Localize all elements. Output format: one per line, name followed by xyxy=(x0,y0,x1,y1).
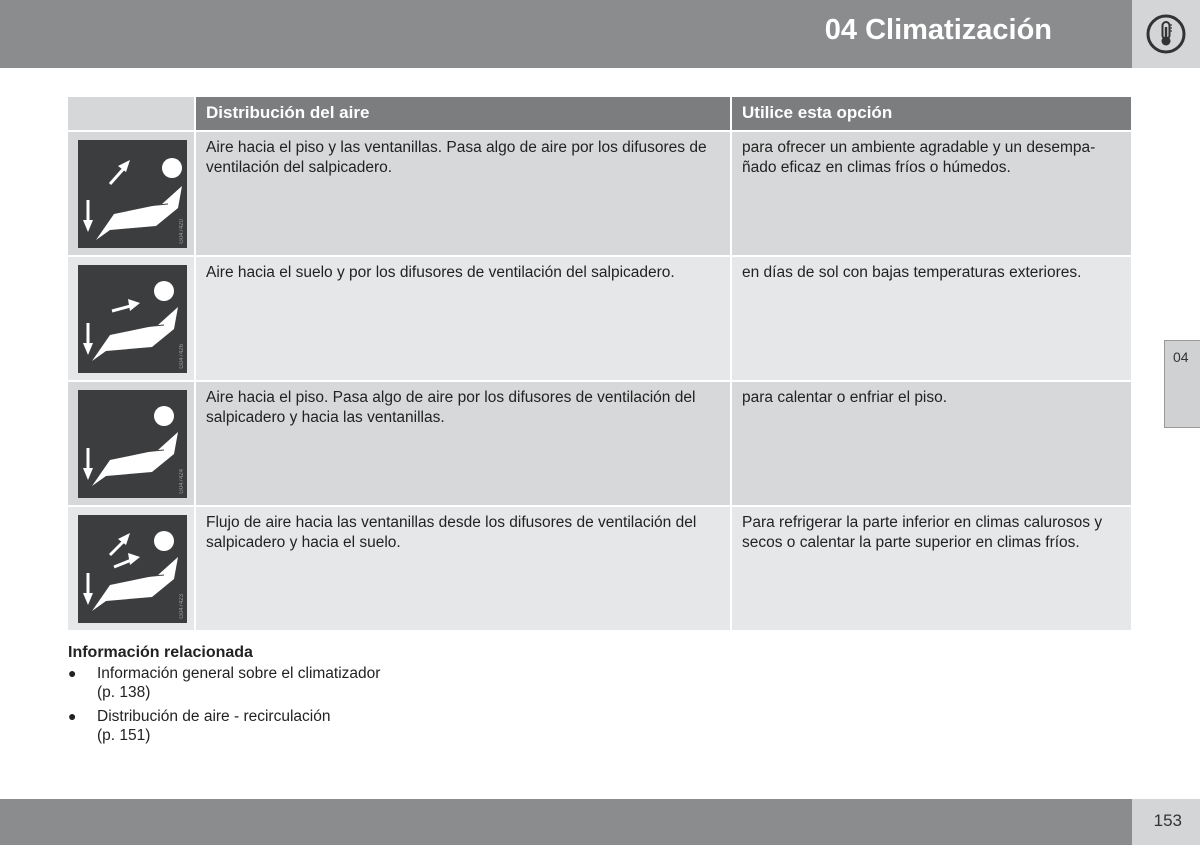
use-cell: para calentar o enfriar el piso. xyxy=(732,382,1131,505)
use-cell: para ofrecer un ambiente agradable y un desempa-ñado eficaz en climas fríos o húmedos. xyxy=(732,132,1131,255)
related-link-text: Información general sobre el climatizador xyxy=(97,665,381,682)
bullet-icon: ● xyxy=(68,708,77,724)
distribution-cell: Aire hacia el piso y las ventanillas. Pasa algo de aire por los difusores de ventilación del salpicadero. xyxy=(196,132,732,255)
icon-cell xyxy=(68,257,196,380)
table-row xyxy=(68,130,1131,255)
page-number: 153 xyxy=(1153,811,1182,830)
image-code: G047424 xyxy=(179,469,185,494)
icon-cell xyxy=(68,382,196,505)
bullet-icon: ● xyxy=(68,665,77,681)
image-code: G047426 xyxy=(179,344,185,369)
table-row xyxy=(68,255,1131,380)
header-use: Utilice esta opción xyxy=(732,97,1131,130)
header-distribution: Distribución del aire xyxy=(196,97,732,130)
icon-cell xyxy=(68,507,196,630)
table-row xyxy=(68,505,1131,630)
chapter-icon-box xyxy=(1132,0,1200,68)
related-list xyxy=(68,664,488,745)
side-tab-label: 04 xyxy=(1173,349,1189,365)
thermometer-icon xyxy=(1146,14,1186,54)
floor-and-dashboard-airflow-icon xyxy=(78,265,187,373)
related-link[interactable] xyxy=(68,707,488,745)
related-information xyxy=(68,644,488,750)
floor-and-windows-airflow-icon xyxy=(78,140,187,248)
chapter-title: 04 Climatización xyxy=(824,14,1052,46)
page-number-box xyxy=(1132,799,1200,845)
chapter-side-tab xyxy=(1164,340,1200,428)
distribution-cell: Aire hacia el suelo y por los difusores de ventilación del salpicadero. xyxy=(196,257,732,380)
image-code: G047423 xyxy=(179,594,185,619)
related-title: Información relacionada xyxy=(68,644,253,661)
related-link-text: Distribución de aire - recirculación xyxy=(97,708,331,725)
related-link-page: (p. 138) xyxy=(97,684,151,701)
floor-airflow-icon xyxy=(78,390,187,498)
use-cell: Para refrigerar la parte inferior en climas calurosos y secos o calentar la parte superior en climas fríos. xyxy=(732,507,1131,630)
distribution-cell: Aire hacia el piso. Pasa algo de aire por los difusores de ventilación del salpicadero y hacia las ventanillas. xyxy=(196,382,732,505)
related-link-page: (p. 151) xyxy=(97,727,151,744)
table-header-row xyxy=(68,97,1131,130)
air-distribution-table xyxy=(68,97,1131,630)
icon-cell xyxy=(68,132,196,255)
use-cell: en días de sol con bajas temperaturas exteriores. xyxy=(732,257,1131,380)
image-code: G047420 xyxy=(179,219,185,244)
distribution-cell: Flujo de aire hacia las ventanillas desde los difusores de ventilación del salpicadero y hacia el suelo. xyxy=(196,507,732,630)
header-bar xyxy=(0,0,1132,68)
table-row xyxy=(68,380,1131,505)
footer-bar xyxy=(0,799,1132,845)
windows-dashboard-floor-airflow-icon xyxy=(78,515,187,623)
header-icon-column xyxy=(68,97,196,130)
related-link[interactable] xyxy=(68,664,488,702)
